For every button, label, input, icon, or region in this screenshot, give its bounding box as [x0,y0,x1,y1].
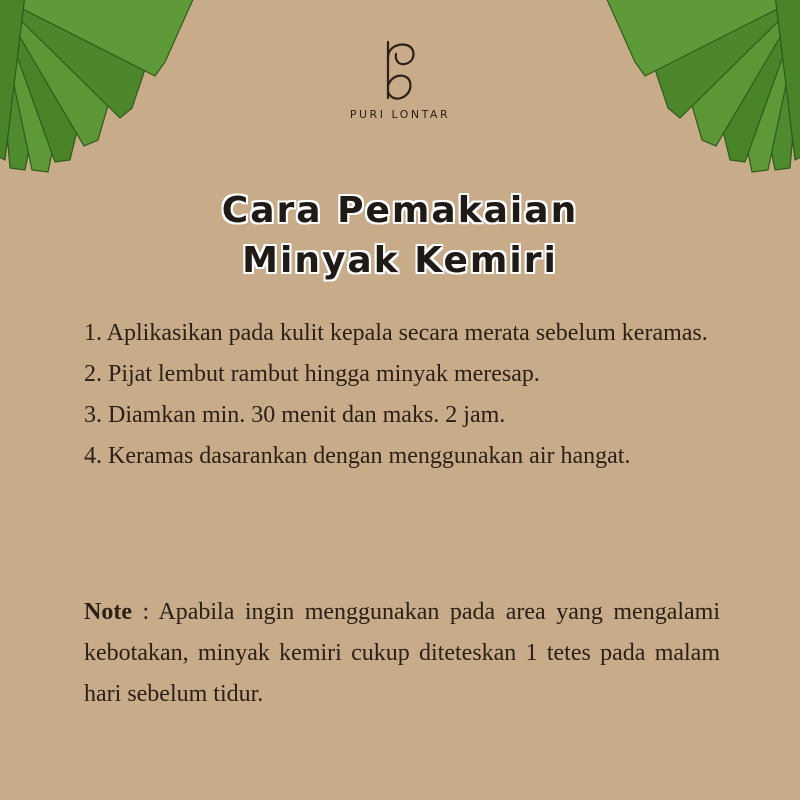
palm-leaf-left-icon [0,0,200,175]
instruction-step: 3. Diamkan min. 30 menit dan maks. 2 jam. [84,402,506,428]
instruction-step: 4. Keramas dasarankan dengan menggunakan air hangat. [84,443,631,469]
instruction-step: 2. Pijat lembut rambut hingga minyak meresap. [84,361,540,387]
palm-leaf-right-icon [600,0,800,175]
brand-name: PURI LONTAR [349,108,451,121]
note-label: Note [84,599,132,625]
page-title [0,186,800,286]
puri-lontar-logo-icon [379,40,421,104]
note-paragraph [84,592,720,715]
instruction-list [84,313,720,477]
instruction-step: 1. Aplikasikan pada kulit kepala secara merata sebelum keramas. [84,320,708,346]
title-line-1: Cara Pemakaian [221,190,579,231]
note-text: : Apabila ingin menggunakan pada area yang mengalami kebotakan, minyak kemiri cukup diteteskan 1 tetes pada malam hari sebelum tidur. [84,599,720,707]
title-line-2: Minyak Kemiri [242,240,558,281]
